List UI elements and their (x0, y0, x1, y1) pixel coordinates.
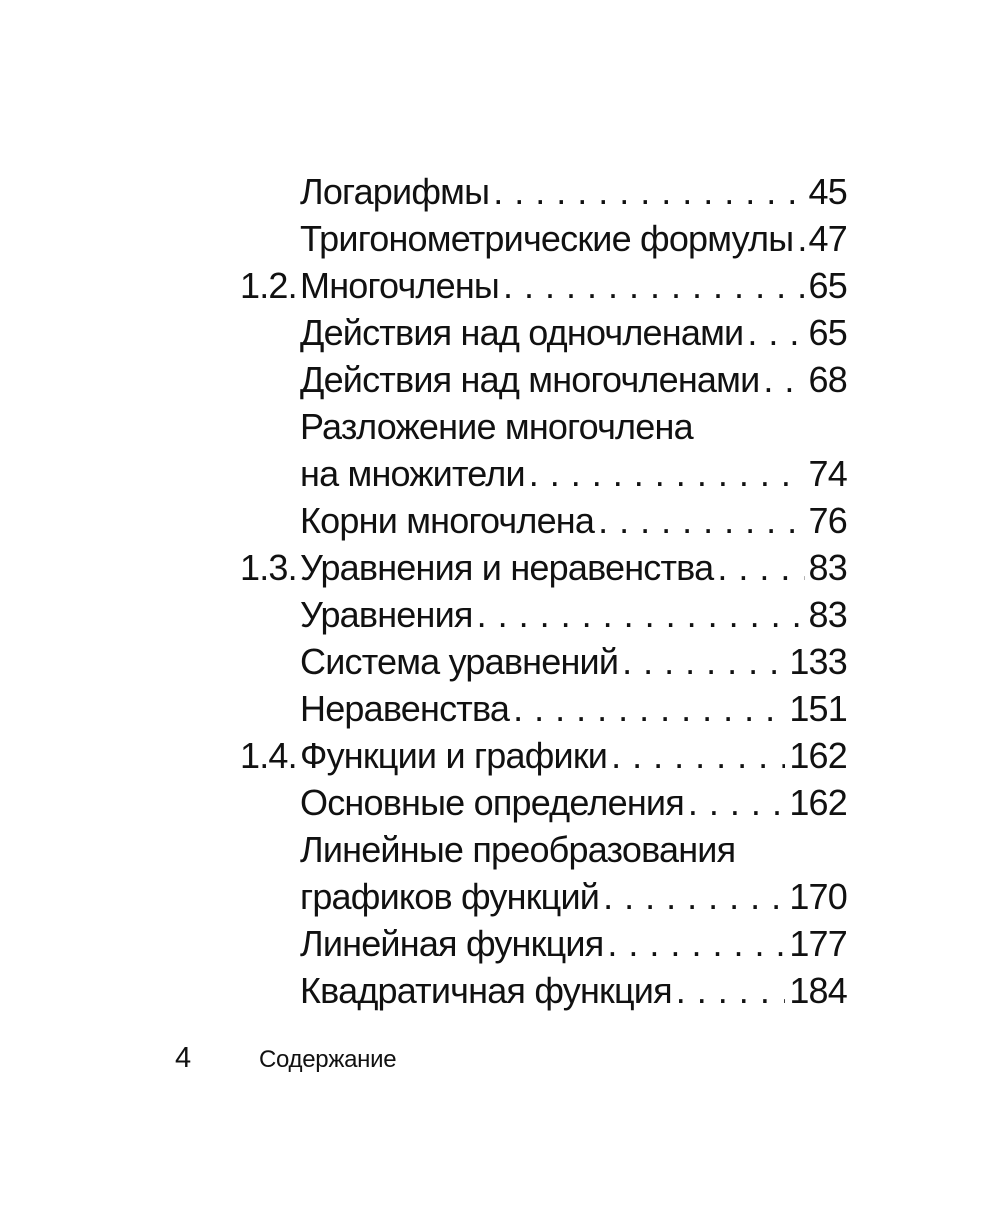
toc-dot-leader (611, 732, 785, 779)
toc-row[interactable] (0, 309, 1000, 356)
toc-section-number: 1.3. (240, 547, 297, 588)
toc-row[interactable] (0, 403, 1000, 450)
toc-row[interactable] (0, 168, 1000, 215)
toc-entry (300, 356, 847, 403)
toc-row[interactable] (0, 544, 1000, 591)
toc-entry-title: Неравенства (300, 688, 510, 729)
toc-page-number: 83 (808, 547, 847, 588)
toc-page-number: 74 (808, 453, 847, 494)
toc-row[interactable] (0, 262, 1000, 309)
toc-entry-title: Линейная функция (300, 923, 604, 964)
toc-row[interactable] (0, 826, 1000, 873)
page-footer (0, 1041, 1000, 1075)
toc-entry-title: Многочлены (300, 265, 500, 306)
toc-page-number: 184 (789, 970, 847, 1011)
toc-section-number: 1.4. (240, 735, 297, 776)
toc-dot-leader (477, 591, 805, 638)
toc-entry-title: Уравнения (300, 594, 473, 635)
toc-entry-title: Функции и графики (300, 735, 608, 776)
toc-page-number: 151 (789, 688, 847, 729)
page-number: 4 (175, 1042, 192, 1074)
toc-page-number: 76 (808, 500, 847, 541)
toc-entry-title: Тригонометрические формулы (300, 218, 794, 259)
toc-dot-leader (797, 215, 804, 262)
toc-entry (300, 732, 847, 779)
toc-dot-leader (598, 497, 804, 544)
toc-dot-leader (529, 450, 805, 497)
toc-entry-title: Система уравнений (300, 641, 619, 682)
toc-entry (300, 309, 847, 356)
toc-page-number: 47 (808, 218, 847, 259)
toc-row[interactable] (0, 920, 1000, 967)
toc-dot-leader (603, 873, 785, 920)
toc-page-number: 68 (808, 359, 847, 400)
toc-entry-title: на множители (300, 453, 525, 494)
toc-entry-title: графиков функций (300, 876, 600, 917)
toc-entry (300, 685, 847, 732)
toc-row[interactable] (0, 873, 1000, 920)
toc-entry (300, 779, 847, 826)
toc-section-number: 1.2. (240, 265, 297, 306)
toc-row[interactable] (0, 215, 1000, 262)
toc-entry-title: Линейные преобразования (300, 829, 736, 870)
toc-entry (300, 967, 847, 1014)
toc-page-number: 65 (808, 312, 847, 353)
toc-entry (300, 873, 847, 920)
toc-entry-title: Действия над многочленами (300, 359, 760, 400)
toc-row[interactable] (0, 638, 1000, 685)
toc-page-number: 133 (789, 641, 847, 682)
toc-row[interactable] (0, 967, 1000, 1014)
toc-entry (300, 168, 847, 215)
toc-dot-leader (622, 638, 785, 685)
toc-entry-title: Действия над одночленами (300, 312, 744, 353)
toc-dot-leader (717, 544, 804, 591)
toc-entry-title: Разложение многочлена (300, 406, 693, 447)
toc-page-number: 162 (789, 782, 847, 823)
toc-page-number: 170 (789, 876, 847, 917)
toc-row[interactable] (0, 732, 1000, 779)
toc-dot-leader (676, 967, 786, 1014)
toc-row[interactable] (0, 450, 1000, 497)
toc-page-number: 65 (808, 265, 847, 306)
toc-entry (300, 544, 847, 591)
toc-row[interactable] (0, 685, 1000, 732)
toc-entry-title: Основные определения (300, 782, 684, 823)
toc-row[interactable] (0, 591, 1000, 638)
toc-entry (300, 638, 847, 685)
toc-entry-title: Квадратичная функция (300, 970, 672, 1011)
toc-entry (300, 403, 847, 450)
toc-page-number: 162 (789, 735, 847, 776)
toc-dot-leader (688, 779, 785, 826)
toc-entry-title: Корни многочлена (300, 500, 595, 541)
toc-entry-title: Уравнения и неравенства (300, 547, 714, 588)
toc-dot-leader (513, 685, 785, 732)
toc-row[interactable] (0, 779, 1000, 826)
toc-row[interactable] (0, 356, 1000, 403)
toc-entry (300, 262, 847, 309)
toc-page-number: 177 (789, 923, 847, 964)
toc-page-number: 83 (808, 594, 847, 635)
toc-entry (300, 450, 847, 497)
toc-dot-leader (493, 168, 804, 215)
toc-entry-title: Логарифмы (300, 171, 490, 212)
toc-dot-leader (503, 262, 805, 309)
toc-entry (300, 215, 847, 262)
toc-entry (300, 920, 847, 967)
toc-dot-leader (763, 356, 804, 403)
toc-entry (300, 826, 847, 873)
running-footer-title: Содержание (259, 1046, 397, 1073)
toc-entry (300, 497, 847, 544)
toc-row[interactable] (0, 497, 1000, 544)
toc-page-number: 45 (808, 171, 847, 212)
toc-dot-leader (607, 920, 785, 967)
table-of-contents (0, 168, 1000, 1014)
toc-dot-leader (747, 309, 804, 356)
toc-entry (300, 591, 847, 638)
